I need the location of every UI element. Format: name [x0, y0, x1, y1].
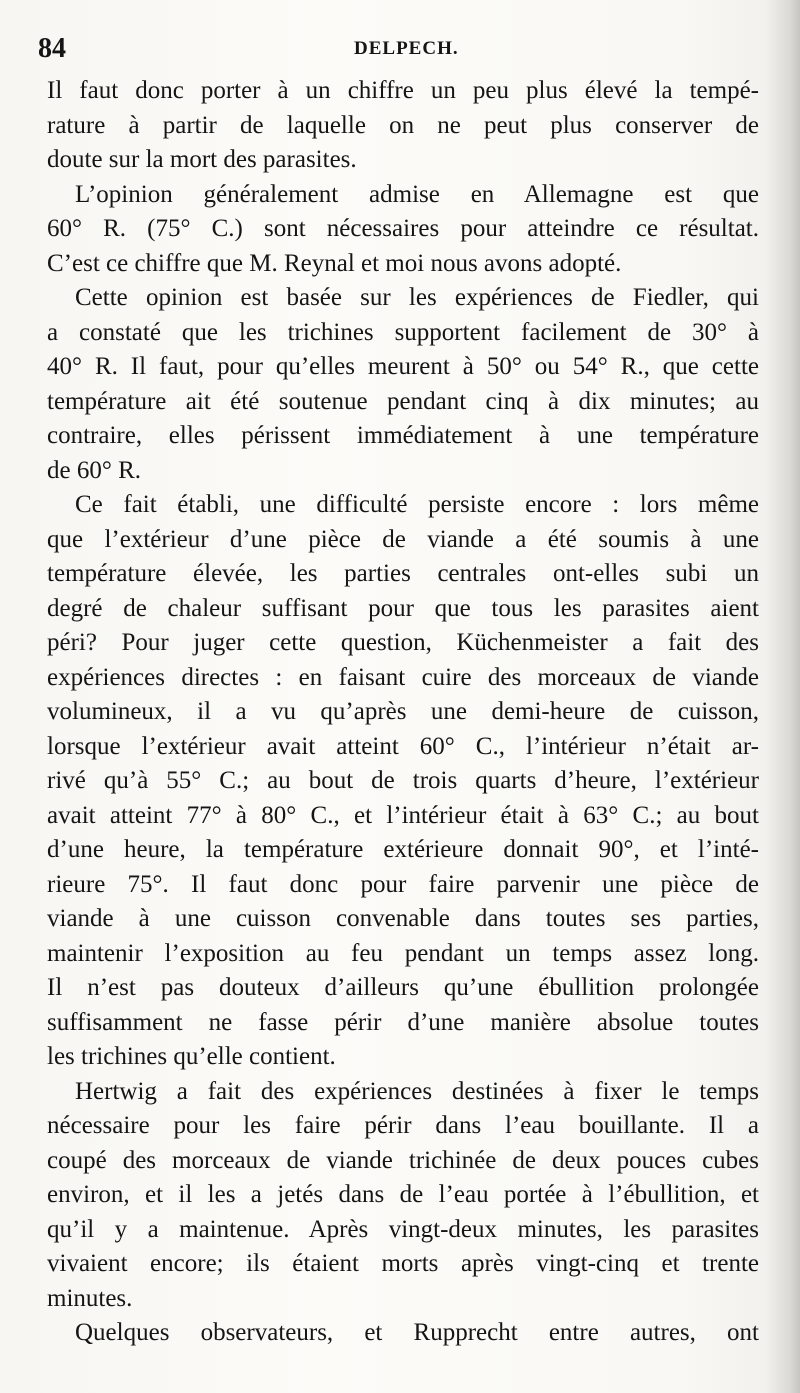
text-line: de 60° R.: [47, 456, 142, 484]
text-line: coupé des morceaux de viande trichinée de deux pouces cubes: [47, 1146, 759, 1174]
text-line: volumineux, il a vu qu’après une demi-heure de cuisson,: [47, 698, 759, 725]
text-line: Quelques observateurs, et Rupprecht entre autres, ont: [75, 1319, 759, 1346]
text-line: contraire, elles périssent immédiatement à une température: [47, 422, 759, 449]
page-number: 84: [38, 33, 66, 64]
text-line: lorsque l’extérieur avait atteint 60° C., l’intérieur n’était ar-: [47, 732, 759, 760]
text-line: expériences directes : en faisant cuire des morceaux de viande: [47, 663, 759, 691]
text-line: maintenir l’exposition au feu pendant un temps assez long.: [47, 939, 759, 967]
text-line: qu’il y a maintenue. Après vingt-deux minutes, les parasites: [47, 1215, 759, 1243]
text-line: rivé qu’à 55° C.; au bout de trois quarts d’heure, l’extérieur: [47, 767, 759, 794]
running-head: DELPECH.: [354, 38, 459, 59]
text-line: les trichines qu’elle contient.: [47, 1043, 336, 1070]
text-line: Hertwig a fait des expériences destinées à fixer le temps: [75, 1077, 759, 1105]
text-line: température élevée, les parties centrales ont-elles subi un: [47, 560, 759, 587]
text-line: rature à partir de laquelle on ne peut plus conserver de: [47, 111, 759, 139]
text-line: C’est ce chiffre que M. Reynal et moi nous avons adopté.: [47, 249, 622, 277]
text-line: d’une heure, la température extérieure donnait 90°, et l’inté-: [47, 836, 759, 863]
body-text: [47, 74, 759, 1351]
text-line: rieure 75°. Il faut donc pour faire parvenir une pièce de: [47, 870, 759, 898]
text-line: Ce fait établi, une difficulté persiste encore : lors même: [75, 491, 759, 518]
text-line: degré de chaleur suffisant pour que tous les parasites aient: [47, 594, 759, 622]
text-line: 60° R. (75° C.) sont nécessaires pour atteindre ce résultat.: [47, 215, 759, 242]
text-line: minutes.: [47, 1284, 133, 1312]
text-line: L’opinion généralement admise en Allemagne est que: [75, 180, 759, 208]
text-line: température ait été soutenue pendant cinq à dix minutes; au: [47, 387, 759, 415]
text-line: avait atteint 77° à 80° C., et l’intérieur était à 63° C.; au bout: [47, 801, 759, 829]
text-line: viande à une cuisson convenable dans toutes ses parties,: [47, 905, 759, 932]
text-line: Il faut donc porter à un chiffre un peu plus élevé la tempé-: [47, 77, 759, 104]
text-line: Il n’est pas douteux d’ailleurs qu’une ébullition prolongée: [47, 974, 759, 1001]
page-edge-shadow: [766, 0, 800, 1393]
text-line: 40° R. Il faut, pour qu’elles meurent à 50° ou 54° R., que cette: [47, 353, 759, 380]
text-line: vivaient encore; ils étaient morts après vingt-cinq et trente: [47, 1250, 759, 1277]
text-line: doute sur la mort des parasites.: [47, 146, 357, 173]
text-line: a constaté que les trichines supportent facilement de 30° à: [47, 318, 759, 346]
text-line: que l’extérieur d’une pièce de viande a été soumis à une: [47, 525, 759, 553]
text-line: environ, et il les a jetés dans de l’eau portée à l’ébullition, et: [47, 1181, 759, 1208]
page-header: [38, 34, 760, 64]
text-line: péri? Pour juger cette question, Küchenmeister a fait des: [47, 629, 759, 656]
text-line: Cette opinion est basée sur les expériences de Fiedler, qui: [75, 284, 759, 311]
text-line: suffisamment ne fasse périr d’une manière absolue toutes: [47, 1008, 759, 1036]
text-line: nécessaire pour les faire périr dans l’eau bouillante. Il a: [47, 1112, 759, 1139]
